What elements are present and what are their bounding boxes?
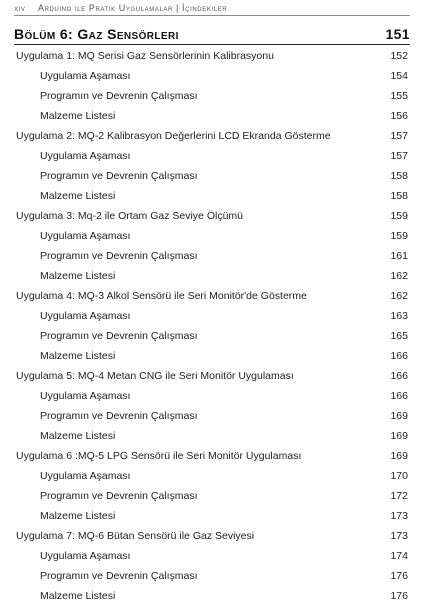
toc-section-entry — [0, 46, 424, 66]
toc-entry-label: Uygulama Aşaması — [40, 470, 131, 482]
header-divider — [14, 15, 410, 16]
toc-entry-page-number: 169 — [390, 430, 408, 442]
toc-entry-page-number: 169 — [390, 410, 408, 422]
chapter-title: Bölüm 6: Gaz Sensörleri — [14, 26, 179, 42]
toc-subsection-entry — [0, 386, 424, 406]
toc-entry-page-number: 162 — [390, 290, 408, 302]
chapter-heading — [14, 22, 410, 44]
toc-subsection-entry — [0, 506, 424, 526]
page-folio: xiv — [14, 3, 26, 13]
chapter-page-number: 151 — [385, 26, 410, 42]
toc-subsection-entry — [0, 246, 424, 266]
toc-subsection-entry — [0, 106, 424, 126]
toc-subsection-entry — [0, 86, 424, 106]
toc-subsection-entry — [0, 466, 424, 486]
toc-section-entry — [0, 286, 424, 306]
toc-entry-label: Uygulama 1: MQ Serisi Gaz Sensörlerinin Kalibrasyonu — [16, 50, 274, 62]
toc-subsection-entry — [0, 66, 424, 86]
toc-entry-page-number: 156 — [390, 110, 408, 122]
toc-entry-label: Uygulama 5: MQ-4 Metan CNG ile Seri Monitör Uygulaması — [16, 370, 294, 382]
toc-entry-label: Uygulama Aşaması — [40, 390, 131, 402]
toc-subsection-entry — [0, 326, 424, 346]
toc-subsection-entry — [0, 226, 424, 246]
toc-subsection-entry — [0, 306, 424, 326]
toc-entry-label: Uygulama Aşaması — [40, 550, 131, 562]
toc-entry-page-number: 173 — [390, 530, 408, 542]
toc-entry-page-number: 166 — [390, 390, 408, 402]
toc-entry-page-number: 152 — [390, 50, 408, 62]
toc-section-entry — [0, 526, 424, 546]
toc-subsection-entry — [0, 146, 424, 166]
toc-entry-label: Malzeme Listesi — [40, 590, 116, 602]
toc-entry-page-number: 166 — [390, 350, 408, 362]
toc-entry-label: Uygulama Aşaması — [40, 230, 131, 242]
toc-entry-page-number: 170 — [390, 470, 408, 482]
chapter-divider — [14, 44, 410, 45]
toc-entry-page-number: 155 — [390, 90, 408, 102]
toc-subsection-entry — [0, 586, 424, 606]
toc-entry-page-number: 157 — [390, 130, 408, 142]
toc-entry-label: Uygulama Aşaması — [40, 70, 131, 82]
toc-entry-label: Uygulama 6 :MQ-5 LPG Sensörü ile Seri Monitör Uygulaması — [16, 450, 302, 462]
toc-entry-page-number: 176 — [390, 590, 408, 602]
toc-entry-page-number: 154 — [390, 70, 408, 82]
toc-entry-label: Malzeme Listesi — [40, 350, 116, 362]
toc-entry-page-number: 161 — [390, 250, 408, 262]
toc-entry-label: Malzeme Listesi — [40, 510, 116, 522]
toc-entry-label: Uygulama 3: Mq-2 ile Ortam Gaz Seviye Ölçümü — [16, 210, 243, 222]
toc-entry-label: Programın ve Devrenin Çalışması — [40, 90, 198, 102]
toc-entry-page-number: 173 — [390, 510, 408, 522]
running-header-title: Arduino ile Pratik Uygulamalar | İçindekiler — [38, 3, 228, 13]
toc-entry-page-number: 176 — [390, 570, 408, 582]
toc-entry-page-number: 158 — [390, 190, 408, 202]
toc-section-entry — [0, 446, 424, 466]
toc-entry-label: Programın ve Devrenin Çalışması — [40, 490, 198, 502]
toc-entry-label: Programın ve Devrenin Çalışması — [40, 330, 198, 342]
toc-entry-label: Uygulama Aşaması — [40, 150, 131, 162]
toc-entry-label: Programın ve Devrenin Çalışması — [40, 570, 198, 582]
toc-entry-label: Programın ve Devrenin Çalışması — [40, 250, 198, 262]
toc-entry-page-number: 165 — [390, 330, 408, 342]
toc-list — [0, 46, 424, 606]
toc-entry-label: Uygulama 7: MQ-6 Bütan Sensörü ile Gaz Seviyesi — [16, 530, 255, 542]
toc-entry-page-number: 174 — [390, 550, 408, 562]
toc-entry-label: Programın ve Devrenin Çalışması — [40, 170, 198, 182]
toc-entry-page-number: 158 — [390, 170, 408, 182]
toc-entry-label: Malzeme Listesi — [40, 430, 116, 442]
toc-entry-label: Programın ve Devrenin Çalışması — [40, 410, 198, 422]
toc-subsection-entry — [0, 346, 424, 366]
toc-subsection-entry — [0, 166, 424, 186]
toc-entry-label: Uygulama 2: MQ-2 Kalibrasyon Değerlerini LCD Ekranda Gösterme — [16, 130, 331, 142]
toc-entry-page-number: 172 — [390, 490, 408, 502]
toc-entry-page-number: 169 — [390, 450, 408, 462]
toc-subsection-entry — [0, 486, 424, 506]
toc-section-entry — [0, 366, 424, 386]
toc-entry-label: Malzeme Listesi — [40, 190, 116, 202]
toc-entry-page-number: 163 — [390, 310, 408, 322]
toc-entry-page-number: 166 — [390, 370, 408, 382]
toc-subsection-entry — [0, 406, 424, 426]
toc-subsection-entry — [0, 266, 424, 286]
toc-subsection-entry — [0, 546, 424, 566]
toc-entry-page-number: 159 — [390, 230, 408, 242]
toc-entry-page-number: 157 — [390, 150, 408, 162]
toc-section-entry — [0, 206, 424, 226]
toc-entry-page-number: 162 — [390, 270, 408, 282]
toc-subsection-entry — [0, 566, 424, 586]
toc-entry-label: Uygulama 4: MQ-3 Alkol Sensörü ile Seri Monitör'de Gösterme — [16, 290, 307, 302]
toc-entry-page-number: 159 — [390, 210, 408, 222]
toc-subsection-entry — [0, 426, 424, 446]
toc-entry-label: Uygulama Aşaması — [40, 310, 131, 322]
toc-entry-label: Malzeme Listesi — [40, 110, 116, 122]
toc-entry-label: Malzeme Listesi — [40, 270, 116, 282]
toc-subsection-entry — [0, 186, 424, 206]
toc-section-entry — [0, 126, 424, 146]
